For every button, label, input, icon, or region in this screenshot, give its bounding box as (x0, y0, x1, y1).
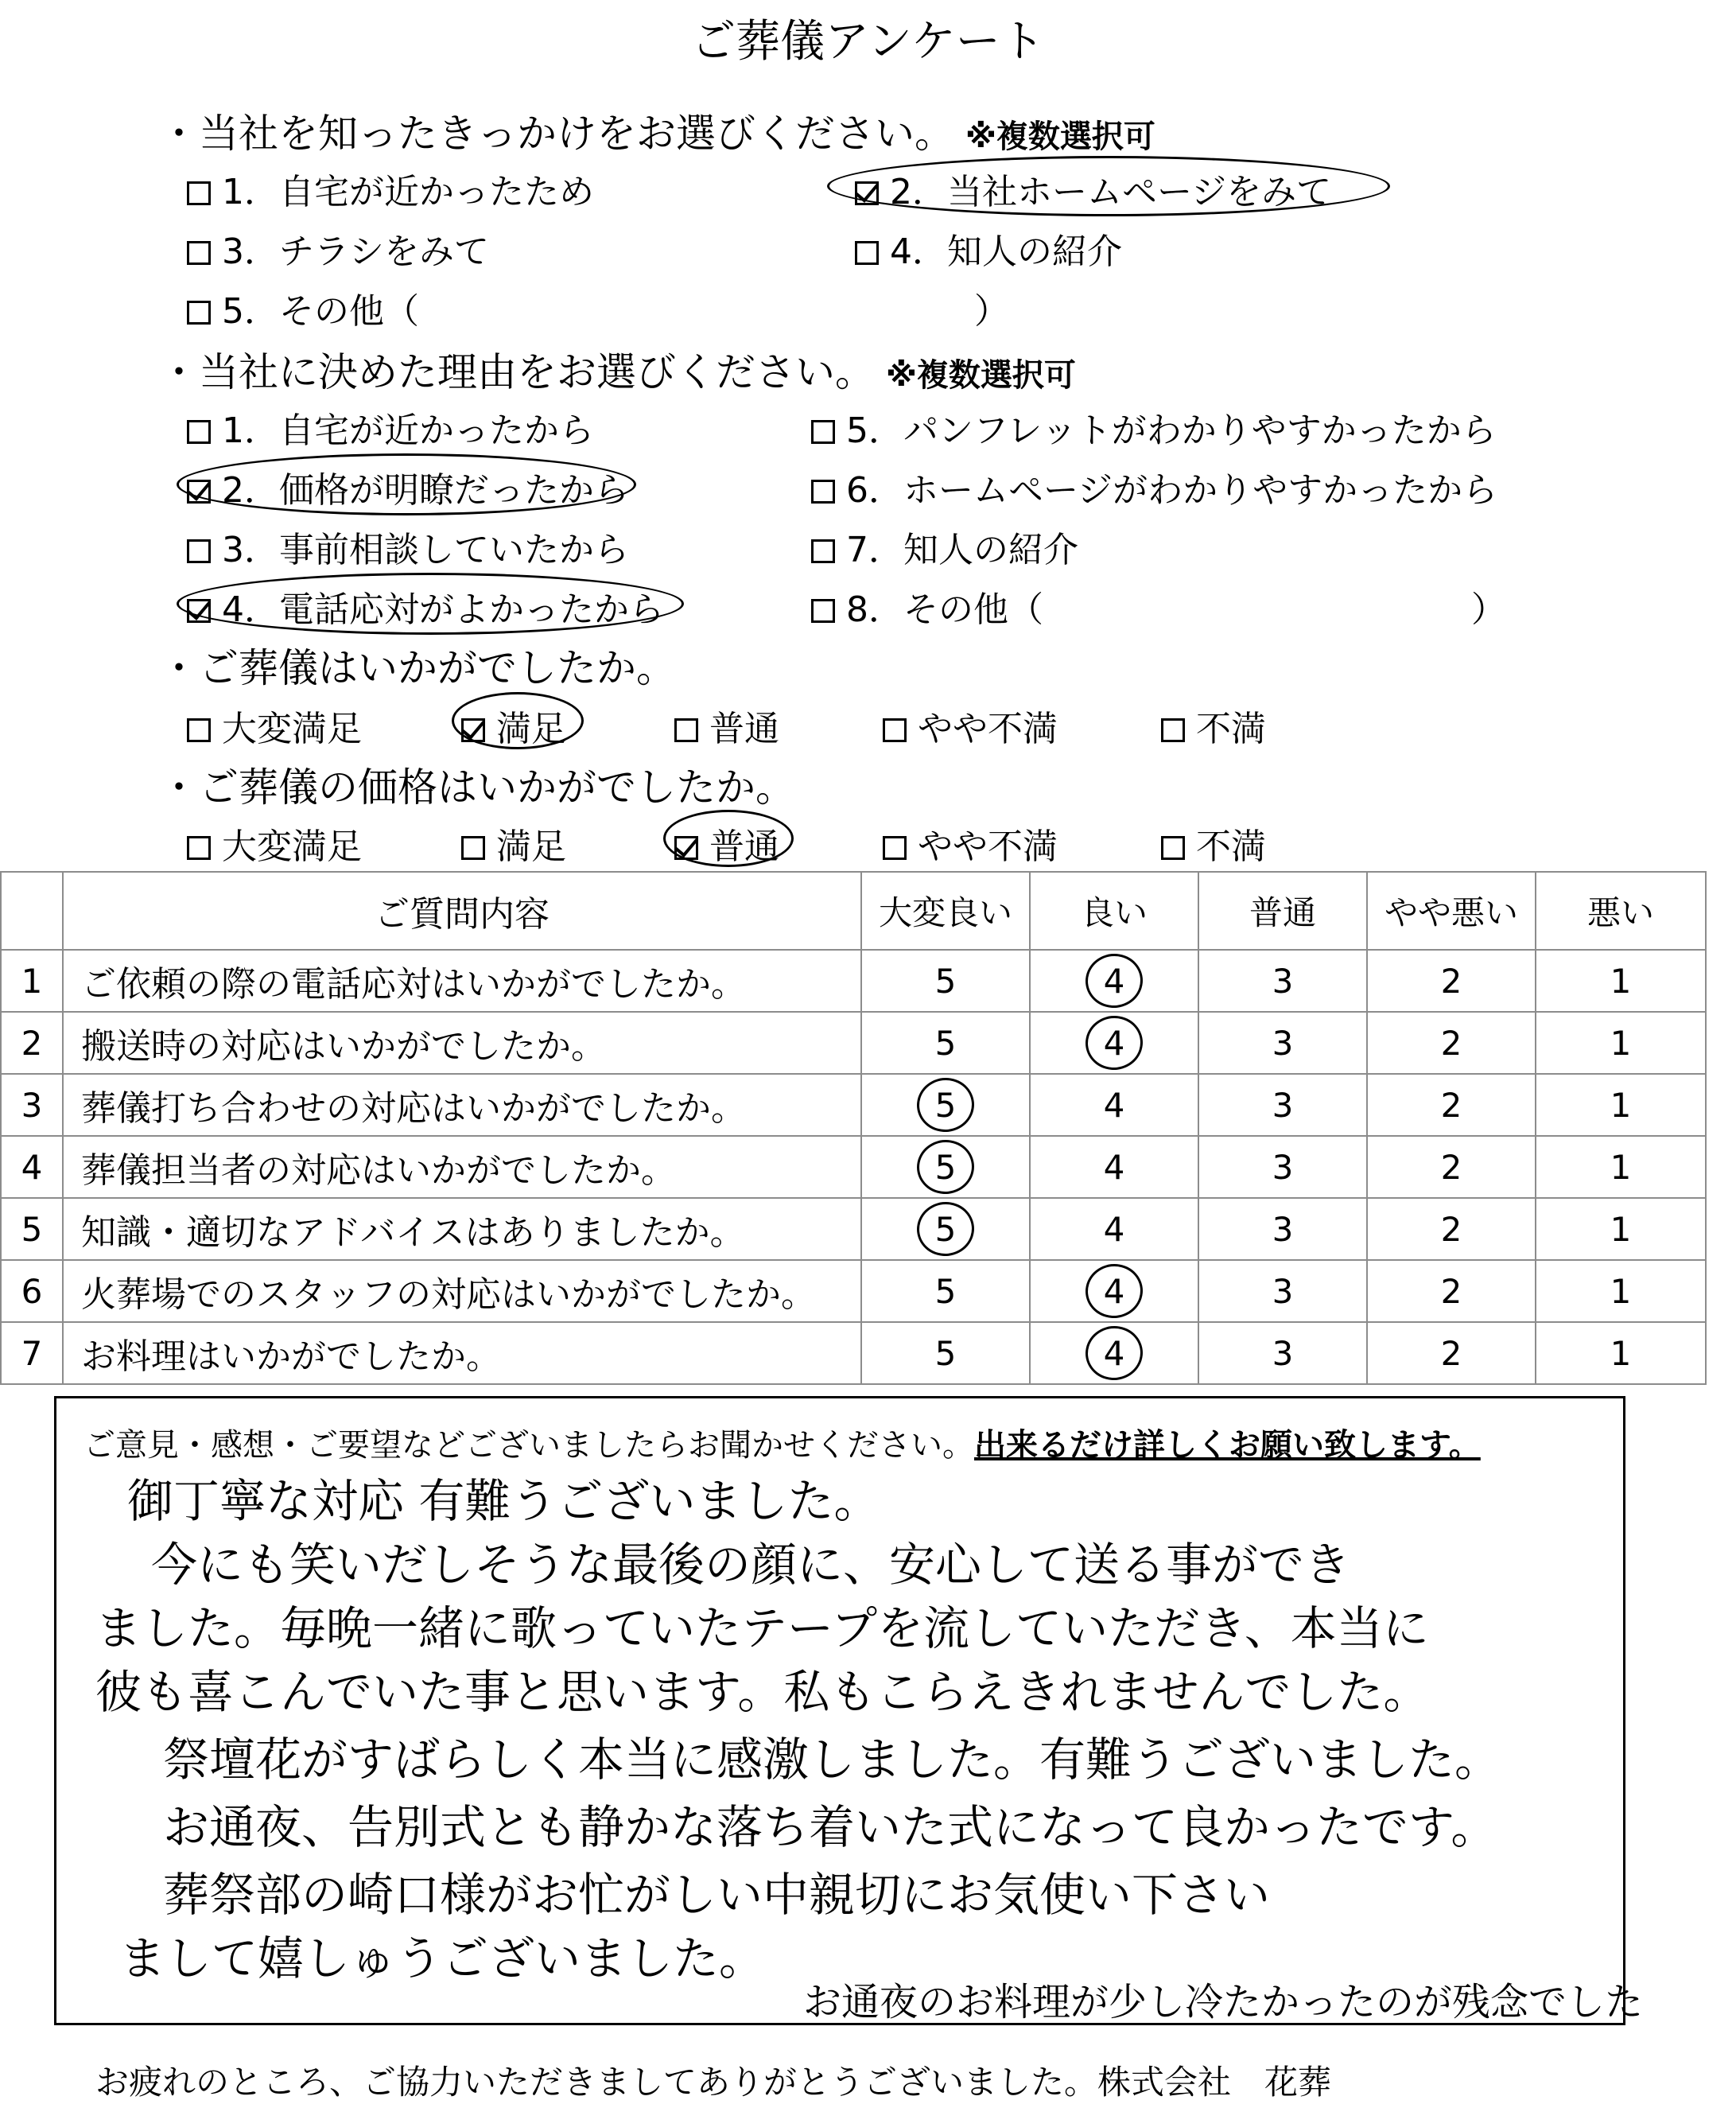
checkbox-icon[interactable] (883, 836, 907, 860)
score-cell[interactable] (1536, 950, 1706, 1012)
score-cell[interactable] (1030, 1012, 1198, 1074)
score-cell[interactable] (1198, 1136, 1367, 1198)
table-row (1, 1136, 1706, 1198)
footer-thanks: お疲れのところ、ご協力いただきましてありがとうございました。株式会社 花葬 (95, 2063, 1332, 2102)
checkbox-icon[interactable] (187, 181, 211, 205)
score-value: 4 (1103, 961, 1125, 1001)
checkbox-icon[interactable] (1161, 718, 1185, 742)
score-value: 5 (934, 1209, 957, 1249)
score-cell[interactable] (1030, 1322, 1198, 1384)
selection-circle (827, 156, 1390, 216)
multi-select-note: ※複数選択可 (965, 119, 1155, 155)
score-cell[interactable] (1198, 1198, 1367, 1260)
question-funeral-satisfaction: ・ご葬儀はいかがでしたか。 (159, 645, 676, 691)
checkbox-icon[interactable] (187, 539, 211, 563)
score-value: 1 (1610, 1333, 1632, 1373)
question-how-found (159, 102, 1155, 159)
score-cell[interactable] (1536, 1198, 1706, 1260)
checkbox-icon[interactable] (883, 718, 907, 742)
score-cell[interactable] (1367, 1012, 1536, 1074)
comment-line-note: お通夜のお料理が少し冷たかったのが残念でした (803, 1980, 1644, 2024)
score-value: 5 (934, 1333, 957, 1373)
selected-score-circle (915, 1137, 977, 1196)
q2-option-1[interactable]: 1．自宅が近かったから (187, 402, 594, 453)
row-number: 1 (1, 950, 63, 1012)
header-average: 普通 (1198, 872, 1367, 950)
checkbox-icon[interactable] (811, 420, 835, 444)
selected-score-circle (1083, 1013, 1146, 1072)
comments-prompt: ご意見・感想・ご要望などございましたらお聞かせください。出来るだけ詳しくお願い致します。 (83, 1427, 1481, 1464)
q1-option-3[interactable]: 3．チラシをみて (187, 223, 489, 274)
q2-option-5[interactable]: 5．パンフレットがわかりやすかったから (811, 402, 1497, 453)
score-value: 1 (1610, 1023, 1632, 1063)
row-question: 搬送時の対応はいかがでしたか。 (63, 1012, 861, 1074)
table-row (1, 1260, 1706, 1322)
checkbox-icon[interactable] (811, 599, 835, 623)
score-cell[interactable] (1367, 1260, 1536, 1322)
score-cell[interactable] (1536, 1322, 1706, 1384)
score-cell[interactable] (861, 1074, 1030, 1136)
score-cell[interactable] (1536, 1074, 1706, 1136)
score-cell[interactable] (861, 950, 1030, 1012)
q4-option-slightly-dissatisfied[interactable]: やや不満 (883, 818, 1058, 869)
score-value: 1 (1610, 1085, 1632, 1125)
score-value: 1 (1610, 1271, 1632, 1311)
score-cell[interactable] (1198, 1260, 1367, 1322)
header-poor: 悪い (1536, 872, 1706, 950)
score-value: 4 (1103, 1333, 1125, 1373)
score-value: 3 (1272, 1085, 1294, 1125)
question-price-satisfaction: ・ご葬儀の価格はいかがでしたか。 (159, 764, 795, 811)
score-value: 3 (1272, 1271, 1294, 1311)
checkbox-icon[interactable] (187, 718, 211, 742)
selection-circle (452, 692, 584, 749)
q1-option-2[interactable]: 2．当社ホームページをみて (855, 163, 1331, 214)
checkbox-icon[interactable] (187, 836, 211, 860)
row-number: 7 (1, 1322, 63, 1384)
score-cell[interactable] (1367, 1074, 1536, 1136)
comments-prompt-emphasis: 出来るだけ詳しくお願い致します。 (974, 1427, 1481, 1464)
header-question: ご質問内容 (63, 872, 861, 950)
q4-option-dissatisfied[interactable]: 不満 (1161, 818, 1266, 869)
score-value: 4 (1103, 1023, 1125, 1063)
score-value: 3 (1272, 1333, 1294, 1373)
row-number: 2 (1, 1012, 63, 1074)
score-value: 3 (1272, 961, 1294, 1001)
score-value: 1 (1610, 1147, 1632, 1187)
question-label: ・当社を知ったきっかけをお選びください。 (159, 111, 954, 157)
score-cell[interactable] (1030, 1198, 1198, 1260)
q4-option-very-satisfied[interactable]: 大変満足 (187, 818, 362, 869)
row-number: 5 (1, 1198, 63, 1260)
score-cell[interactable] (1030, 1260, 1198, 1322)
q2-option-8-close: ） (1471, 589, 1506, 630)
checkbox-icon[interactable] (461, 836, 485, 860)
table-row (1, 1322, 1706, 1384)
q2-option-8[interactable]: 8．その他（ (811, 581, 1043, 632)
comment-line: 葬祭部の崎口様がお忙がしい中親切にお気使い下さい (163, 1868, 1271, 1922)
row-number: 4 (1, 1136, 63, 1198)
selected-score-circle (1083, 1323, 1146, 1383)
q2-option-7[interactable]: 7．知人の紹介 (811, 521, 1078, 572)
score-cell[interactable] (1367, 1322, 1536, 1384)
score-cell[interactable] (1030, 1074, 1198, 1136)
checkbox-icon[interactable] (811, 539, 835, 563)
selection-circle (663, 810, 794, 867)
multi-select-note: ※複数選択可 (886, 357, 1076, 394)
score-value: 2 (1440, 1085, 1462, 1125)
score-cell[interactable] (1198, 950, 1367, 1012)
selection-circle (177, 453, 636, 515)
score-cell[interactable] (1367, 1136, 1536, 1198)
comment-line: 彼も喜こんでいた事と思います。私もこらえきれませんでした。 (95, 1665, 1430, 1719)
rating-table (0, 871, 1707, 1385)
score-cell[interactable] (861, 1260, 1030, 1322)
header-good: 良い (1030, 872, 1198, 950)
q3-option-satisfied[interactable]: 満足 (461, 700, 566, 751)
score-value: 4 (1103, 1085, 1125, 1125)
comment-line: 御丁寧な対応 有難うございました。 (127, 1474, 880, 1528)
q4-option-normal[interactable]: 普通 (674, 818, 779, 869)
score-cell[interactable] (1198, 1074, 1367, 1136)
score-value: 2 (1440, 1209, 1462, 1249)
header-excellent: 大変良い (861, 872, 1030, 950)
checkbox-icon[interactable] (1161, 836, 1185, 860)
score-cell[interactable] (1030, 1136, 1198, 1198)
q2-option-3[interactable]: 3．事前相談していたから (187, 521, 629, 572)
score-cell[interactable] (861, 1198, 1030, 1260)
table-row (1, 1012, 1706, 1074)
checkbox-icon[interactable] (674, 718, 698, 742)
checkbox-icon[interactable] (187, 301, 211, 325)
comment-line: 祭壇花がすばらしく本当に感激しました。有難うございました。 (163, 1733, 1501, 1787)
table-row (1, 1074, 1706, 1136)
selected-score-circle (915, 1199, 977, 1258)
q3-option-normal[interactable]: 普通 (674, 700, 779, 751)
comment-line: まして嬉しゅうございました。 (119, 1931, 766, 1985)
rating-table-body (1, 950, 1706, 1384)
comment-line: 今にも笑いだしそうな最後の顔に、安心して送る事ができ (151, 1538, 1351, 1592)
score-value: 2 (1440, 1333, 1462, 1373)
q3-option-dissatisfied[interactable]: 不満 (1161, 700, 1266, 751)
selected-score-circle (1083, 951, 1146, 1010)
selected-score-circle (915, 1075, 977, 1134)
row-number: 3 (1, 1074, 63, 1136)
score-cell[interactable] (1367, 950, 1536, 1012)
question-reason (159, 340, 1076, 398)
comment-line: お通夜、告別式とも静かな落ち着いた式になって良かったです。 (163, 1800, 1497, 1854)
selected-score-circle (1083, 1261, 1146, 1320)
row-question: 火葬場でのスタッフの対応はいかがでしたか。 (63, 1260, 861, 1322)
score-value: 5 (934, 961, 957, 1001)
q2-option-6[interactable]: 6．ホームページがわかりやすかったから (811, 461, 1497, 512)
score-value: 4 (1103, 1147, 1125, 1187)
page-title: ご葬儀アンケート (691, 16, 1045, 68)
score-cell[interactable] (1198, 1322, 1367, 1384)
q3-option-very-satisfied[interactable]: 大変満足 (187, 700, 362, 751)
row-question: 葬儀担当者の対応はいかがでしたか。 (63, 1136, 861, 1198)
question-label: ・当社に決めた理由をお選びください。 (159, 349, 875, 395)
q2-option-2[interactable]: 2．価格が明瞭だったから (187, 461, 629, 512)
table-header-row (1, 872, 1706, 950)
q2-option-4[interactable]: 4．電話応対がよかったから (187, 581, 664, 632)
score-value: 1 (1610, 1209, 1632, 1249)
score-cell[interactable] (1536, 1136, 1706, 1198)
score-value: 3 (1272, 1209, 1294, 1249)
q1-option-1[interactable]: 1．自宅が近かったため (187, 163, 594, 214)
score-value: 2 (1440, 1271, 1462, 1311)
comment-line: ました。毎晩一緒に歌っていたテープを流していただき、本当に (95, 1601, 1429, 1655)
table-row (1, 950, 1706, 1012)
header-slightly-poor: やや悪い (1367, 872, 1536, 950)
q4-option-satisfied[interactable]: 満足 (461, 818, 566, 869)
score-value: 2 (1440, 1023, 1462, 1063)
score-value: 3 (1272, 1023, 1294, 1063)
score-value: 1 (1610, 961, 1632, 1001)
score-value: 4 (1103, 1209, 1125, 1249)
checkbox-icon[interactable] (855, 241, 879, 265)
selection-circle (177, 573, 684, 635)
checkbox-icon[interactable] (187, 420, 211, 444)
row-question: 知識・適切なアドバイスはありましたか。 (63, 1198, 861, 1260)
score-value: 3 (1272, 1147, 1294, 1187)
q1-option-5[interactable]: 5．その他（ (187, 282, 419, 333)
score-cell[interactable] (1367, 1198, 1536, 1260)
score-cell[interactable] (1536, 1260, 1706, 1322)
score-value: 5 (934, 1147, 957, 1187)
score-cell[interactable] (861, 1012, 1030, 1074)
score-cell[interactable] (1198, 1012, 1367, 1074)
score-cell[interactable] (1030, 950, 1198, 1012)
score-value: 2 (1440, 961, 1462, 1001)
score-value: 5 (934, 1271, 957, 1311)
header-num (1, 872, 63, 950)
q3-option-slightly-dissatisfied[interactable]: やや不満 (883, 700, 1058, 751)
score-cell[interactable] (861, 1136, 1030, 1198)
score-value: 5 (934, 1023, 957, 1063)
table-row (1, 1198, 1706, 1260)
row-question: 葬儀打ち合わせの対応はいかがでしたか。 (63, 1074, 861, 1136)
q1-option-4[interactable]: 4．知人の紹介 (855, 223, 1122, 274)
score-value: 5 (934, 1085, 957, 1125)
checkbox-icon[interactable] (811, 480, 835, 504)
row-question: お料理はいかがでしたか。 (63, 1322, 861, 1384)
row-question: ご依頼の際の電話応対はいかがでしたか。 (63, 950, 861, 1012)
score-value: 2 (1440, 1147, 1462, 1187)
row-number: 6 (1, 1260, 63, 1322)
q1-option-5-close: ） (974, 291, 1009, 332)
checkbox-icon[interactable] (187, 241, 211, 265)
score-cell[interactable] (1536, 1012, 1706, 1074)
score-cell[interactable] (861, 1322, 1030, 1384)
score-value: 4 (1103, 1271, 1125, 1311)
